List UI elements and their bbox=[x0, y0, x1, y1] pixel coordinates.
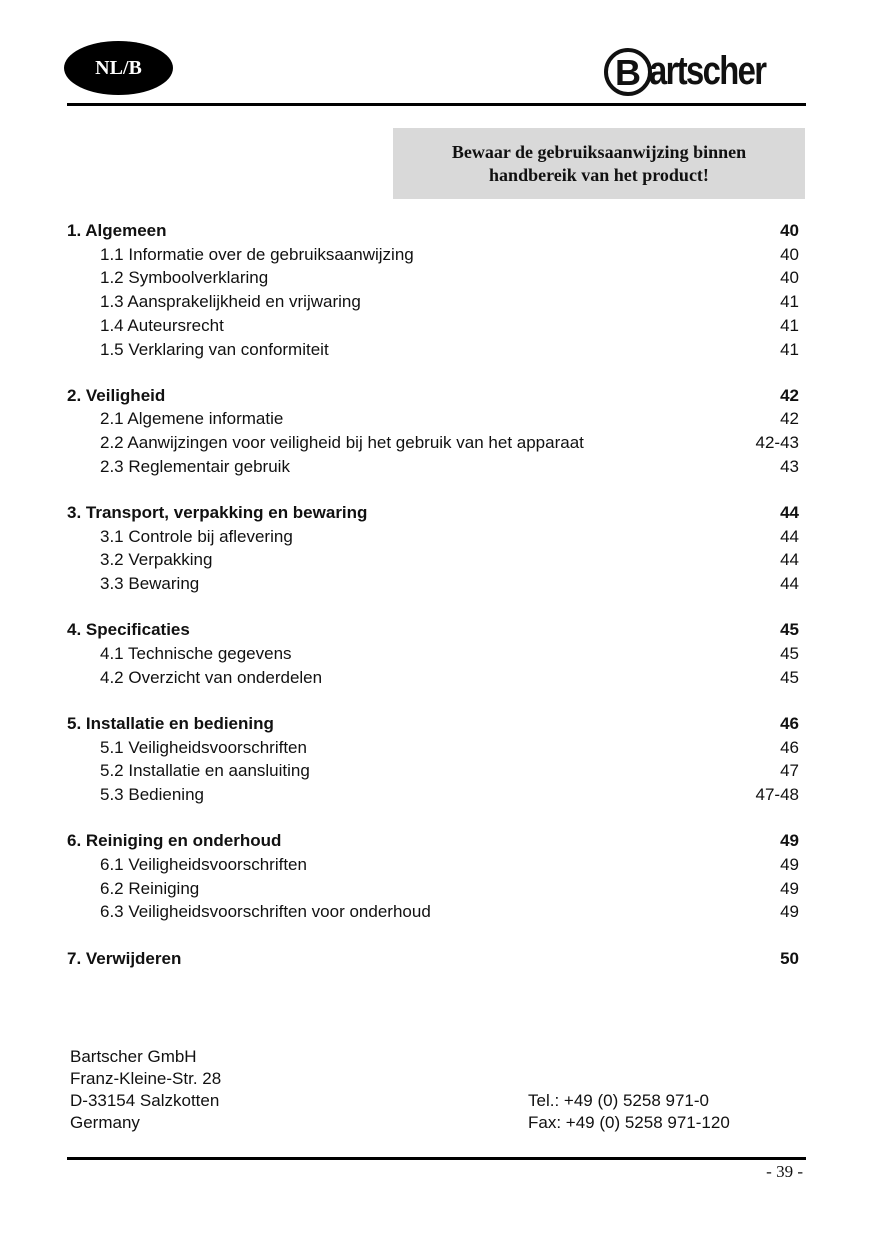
toc-section bbox=[67, 618, 799, 689]
toc-section bbox=[67, 384, 799, 479]
toc-entry-page: 49 bbox=[780, 854, 799, 874]
toc-entry bbox=[67, 900, 799, 924]
table-of-contents bbox=[67, 219, 799, 993]
toc-entry-page: 45 bbox=[780, 667, 799, 687]
toc-heading-title: 4. Specificaties bbox=[67, 620, 190, 640]
toc-entry-page: 43 bbox=[780, 456, 799, 476]
toc-heading-page: 42 bbox=[780, 385, 799, 405]
toc-entry bbox=[67, 877, 799, 901]
toc-entry bbox=[67, 338, 799, 362]
toc-entry-title: 5.1 Veiligheidsvoorschriften bbox=[100, 737, 307, 757]
toc-entry-page: 41 bbox=[780, 339, 799, 359]
toc-entry-title: 2.1 Algemene informatie bbox=[100, 409, 284, 429]
toc-heading bbox=[67, 829, 799, 853]
company-contact bbox=[528, 1090, 730, 1134]
company-name: Bartscher GmbH bbox=[70, 1047, 197, 1066]
toc-entry bbox=[67, 666, 799, 690]
toc-entry bbox=[67, 455, 799, 479]
toc-entry-title: 5.2 Installatie en aansluiting bbox=[100, 761, 310, 781]
toc-heading bbox=[67, 219, 799, 243]
toc-heading-title: 5. Installatie en bediening bbox=[67, 713, 274, 733]
toc-entry-page: 49 bbox=[780, 902, 799, 922]
toc-entry-page: 42-43 bbox=[755, 433, 799, 453]
toc-entry-title: 2.2 Aanwijzingen voor veiligheid bij het gebruik van het apparaat bbox=[100, 433, 584, 453]
toc-section bbox=[67, 829, 799, 924]
toc-heading-page: 49 bbox=[780, 831, 799, 851]
notice-box bbox=[393, 128, 805, 199]
bartscher-logo bbox=[603, 44, 799, 98]
toc-entry-page: 41 bbox=[780, 315, 799, 335]
page-number: - 39 - bbox=[766, 1162, 803, 1181]
toc-entry bbox=[67, 431, 799, 455]
contact-tel: Tel.: +49 (0) 5258 971-0 bbox=[528, 1091, 709, 1110]
toc-entry bbox=[67, 548, 799, 572]
toc-entry-page: 47 bbox=[780, 761, 799, 781]
toc-heading bbox=[67, 618, 799, 642]
toc-section bbox=[67, 947, 799, 971]
svg-text:B: B bbox=[615, 52, 641, 93]
toc-entry bbox=[67, 572, 799, 596]
toc-entry-title: 1.1 Informatie over de gebruiksaanwijzing bbox=[100, 244, 414, 264]
bartscher-logo-mark bbox=[603, 44, 653, 98]
toc-entry bbox=[67, 243, 799, 267]
toc-section bbox=[67, 501, 799, 596]
header-rule bbox=[67, 103, 806, 106]
toc-section bbox=[67, 712, 799, 807]
toc-entry bbox=[67, 266, 799, 290]
toc-entry-title: 2.3 Reglementair gebruik bbox=[100, 456, 290, 476]
language-badge bbox=[64, 41, 173, 95]
toc-heading-title: 2. Veiligheid bbox=[67, 385, 166, 405]
notice-line-2: handbereik van het product! bbox=[489, 164, 709, 185]
toc-entry-title: 3.3 Bewaring bbox=[100, 574, 200, 594]
language-badge-label: NL/B bbox=[95, 56, 142, 79]
notice-line-1: Bewaar de gebruiksaanwijzing binnen bbox=[451, 141, 747, 162]
toc-entry bbox=[67, 407, 799, 431]
toc-entry-title: 6.2 Reiniging bbox=[100, 878, 200, 898]
toc-section bbox=[67, 219, 799, 361]
toc-entry bbox=[67, 290, 799, 314]
toc-entry bbox=[67, 783, 799, 807]
toc-entry bbox=[67, 736, 799, 760]
toc-entry bbox=[67, 314, 799, 338]
toc-entry-title: 3.2 Verpakking bbox=[100, 550, 213, 570]
toc-heading-page: 44 bbox=[780, 503, 799, 523]
toc-entry-title: 3.1 Controle bij aflevering bbox=[100, 526, 293, 546]
toc-entry-title: 1.5 Verklaring van conformiteit bbox=[100, 339, 329, 359]
toc-entry-title: 4.2 Overzicht van onderdelen bbox=[100, 667, 323, 687]
toc-entry bbox=[67, 853, 799, 877]
toc-entry-page: 44 bbox=[780, 574, 799, 594]
toc-entry-page: 47-48 bbox=[755, 785, 799, 805]
company-address bbox=[70, 1046, 221, 1134]
toc-entry bbox=[67, 759, 799, 783]
toc-entry-page: 40 bbox=[780, 268, 799, 288]
bartscher-logo-text: artscher bbox=[649, 48, 766, 93]
toc-heading-page: 50 bbox=[780, 948, 799, 968]
toc-heading-page: 40 bbox=[780, 221, 799, 240]
toc-entry-title: 4.1 Technische gegevens bbox=[100, 644, 292, 664]
toc-entry-page: 45 bbox=[780, 644, 799, 664]
toc-heading-title: 3. Transport, verpakking en bewaring bbox=[67, 503, 368, 523]
toc-heading-title: 7. Verwijderen bbox=[67, 948, 182, 968]
toc-entry-page: 42 bbox=[780, 409, 799, 429]
toc-heading-title: 6. Reiniging en onderhoud bbox=[67, 831, 282, 851]
toc-entry bbox=[67, 642, 799, 666]
toc-entry-page: 46 bbox=[780, 737, 799, 757]
footer-rule bbox=[67, 1157, 806, 1160]
address-country: Germany bbox=[70, 1113, 140, 1132]
toc-entry-title: 6.3 Veiligheidsvoorschriften voor onderhoud bbox=[100, 902, 431, 922]
toc-heading bbox=[67, 501, 799, 525]
toc-entry-title: 6.1 Veiligheidsvoorschriften bbox=[100, 854, 307, 874]
toc-entry-title: 1.2 Symboolverklaring bbox=[100, 268, 269, 288]
toc-entry-title: 5.3 Bediening bbox=[100, 785, 204, 805]
toc-entry-title: 1.4 Auteursrecht bbox=[100, 315, 224, 335]
address-city: D-33154 Salzkotten bbox=[70, 1091, 220, 1110]
toc-heading-title: 1. Algemeen bbox=[67, 221, 167, 240]
toc-entry-page: 49 bbox=[780, 878, 799, 898]
contact-fax: Fax: +49 (0) 5258 971-120 bbox=[528, 1113, 730, 1132]
toc-heading bbox=[67, 712, 799, 736]
toc-heading-page: 46 bbox=[780, 713, 799, 733]
toc-entry-page: 44 bbox=[780, 550, 799, 570]
toc-heading bbox=[67, 947, 799, 971]
toc-heading bbox=[67, 384, 799, 408]
toc-entry-page: 41 bbox=[780, 292, 799, 312]
address-street: Franz-Kleine-Str. 28 bbox=[70, 1069, 222, 1088]
toc-entry-page: 44 bbox=[780, 526, 799, 546]
toc-entry-title: 1.3 Aansprakelijkheid en vrijwaring bbox=[100, 292, 361, 312]
toc-heading-page: 45 bbox=[780, 620, 799, 640]
toc-entry bbox=[67, 525, 799, 549]
toc-entry-page: 40 bbox=[780, 244, 799, 264]
